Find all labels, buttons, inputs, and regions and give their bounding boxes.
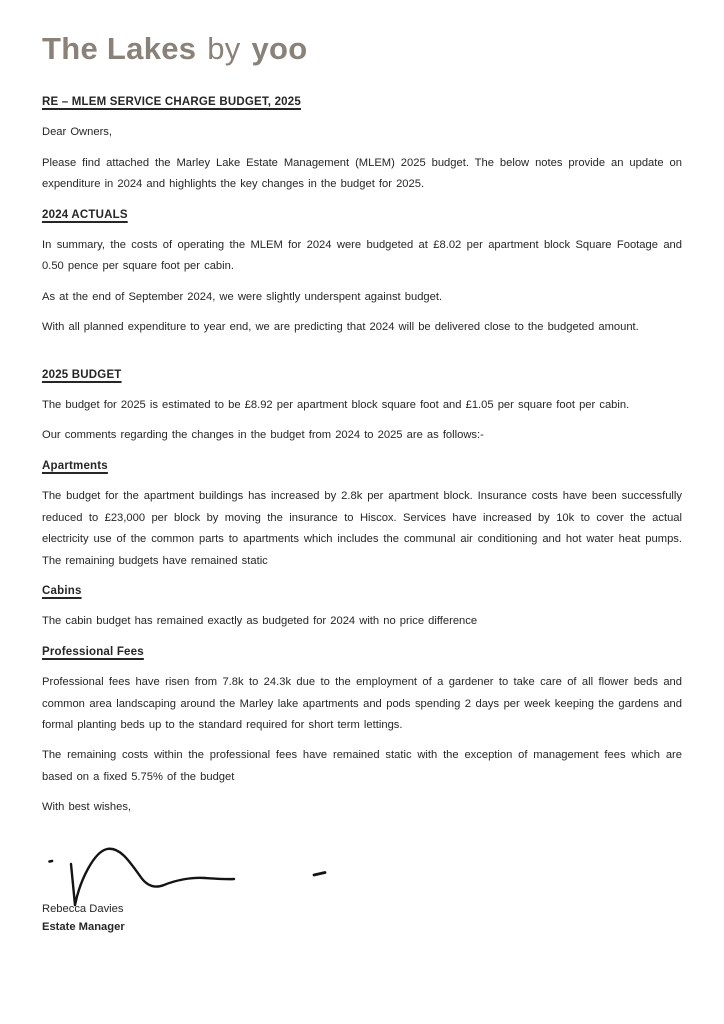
logo-text-the-lakes: The Lakes [42, 31, 197, 66]
actuals-summary-paragraph: In summary, the costs of operating the MLEM for 2024 were budgeted at £8.02 per apartment block Square Footage and 0.50 pence per square foot per cabin. [42, 239, 682, 273]
signer-name: Rebecca Davies [42, 902, 124, 915]
professional-fees-paragraph: Professional fees have risen from 7.8k to 24.3k due to the employment of a gardener to take care of all flower beds and common area landscaping around the Marley lake apartments and pods spending 2 days per week keeping the gardens and formal planting beds up to the standard required for short term lettings. [42, 676, 682, 731]
closing-line: With best wishes, [42, 801, 132, 814]
budget-estimate-paragraph: The budget for 2025 is estimated to be £8.92 per apartment block square foot and £1.05 per square foot per cabin. [42, 399, 630, 412]
actuals-september-paragraph: As at the end of September 2024, we were slightly underspent against budget. [42, 290, 443, 303]
company-logo [42, 32, 682, 66]
section-heading-professional-fees: Professional Fees [42, 645, 144, 658]
section-heading-2025-budget: 2025 BUDGET [42, 368, 122, 381]
actuals-yearend-paragraph: With all planned expenditure to year end, we are predicting that 2024 will be delivered close to the budgeted amount. [42, 321, 639, 334]
apartments-paragraph: The budget for the apartment buildings has increased by 2.8k per apartment block. Insurance costs have been successfully reduced to £23,000 per block by moving the insurance to Hiscox. Services have increased by 10k to cover the actual electricity use of the common parts to apartments which includes the communal air conditioning and hot water heat pumps. The remaining budgets have remained static [42, 490, 682, 567]
logo-text-yoo: yoo [251, 31, 308, 66]
remaining-costs-paragraph: The remaining costs within the professional fees have remained static with the exception of management fees which are based on a fixed 5.75% of the budget [42, 749, 682, 783]
section-heading-cabins: Cabins [42, 584, 82, 597]
section-heading-apartments: Apartments [42, 459, 108, 472]
section-heading-2024-actuals: 2024 ACTUALS [42, 208, 128, 221]
subject-line: RE – MLEM SERVICE CHARGE BUDGET, 2025 [42, 96, 301, 108]
signer-title: Estate Manager [42, 920, 125, 933]
intro-paragraph: Please find attached the Marley Lake Estate Management (MLEM) 2025 budget. The below notes provide an update on expenditure in 2024 and highlights the key changes in the budget for 2025. [42, 156, 682, 191]
salutation: Dear Owners, [42, 126, 113, 139]
logo-text-by: by [207, 31, 241, 66]
budget-comments-paragraph: Our comments regarding the changes in the budget from 2024 to 2025 are as follows:- [42, 429, 484, 442]
cabins-paragraph: The cabin budget has remained exactly as budgeted for 2024 with no price difference [42, 615, 478, 628]
